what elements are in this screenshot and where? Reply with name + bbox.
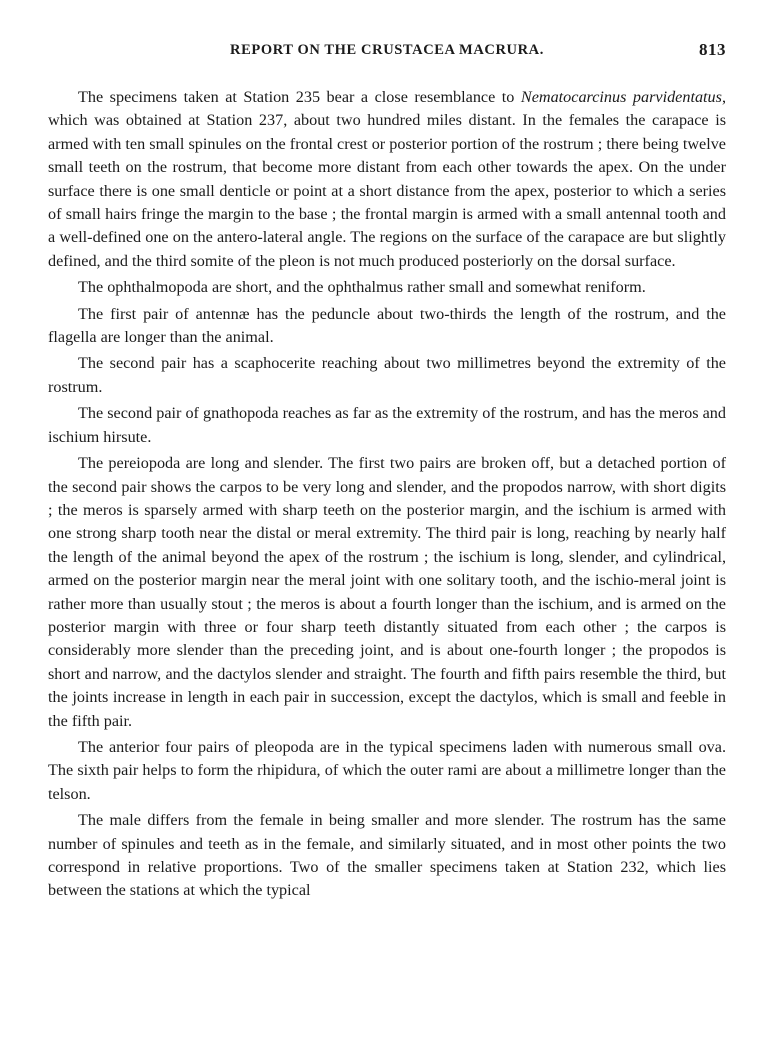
running-header	[48, 38, 726, 66]
paragraph-ophthalmopoda: The ophthalmopoda are short, and the ophthalmus rather small and somewhat reniform.	[78, 278, 646, 297]
paragraph-second-antennae: The second pair has a scaphocerite reaching about two millimetres beyond the extremity of the rostrum.	[48, 354, 726, 396]
paragraph-pleopoda: The anterior four pairs of pleopoda are in the typical specimens laden with numerous small ova. The sixth pair helps to form the rhipidura, of which the outer rami are about a millimetre longer than the telson.	[48, 737, 726, 803]
paragraph-male: The male differs from the female in being smaller and more slender. The rostrum has the same number of spinules and teeth as in the female, and similarly situated, and in most other points the two correspond in relative proportions. Two of the smaller specimens taken at Station 232, which lies between the stations at which the typical	[48, 811, 726, 900]
species-name: Nematocarcinus parvidentatus	[520, 88, 722, 106]
page-number: 813	[699, 40, 726, 59]
body-text	[48, 86, 726, 903]
paragraph-station-235	[48, 86, 726, 273]
paragraph-text: The specimens taken at Station 235 bear a close resemblance to	[78, 88, 521, 106]
running-title: REPORT ON THE CRUSTACEA MACRURA.	[230, 42, 544, 58]
paragraph-gnathopoda: The second pair of gnathopoda reaches as far as the extremity of the rostrum, and has the meros and ischium hirsute.	[48, 404, 726, 446]
paragraph-first-antennae: The first pair of antennæ has the peduncle about two-thirds the length of the rostrum, and the flagella are longer than the animal.	[48, 304, 726, 347]
paragraph-pereiopoda: The pereiopoda are long and slender. The first two pairs are broken off, but a detached portion of the second pair shows the carpos to be very long and slender, and the propodos narrow, with short digits ; the meros is sparsely armed with sharp teeth on the posterior margin, and the ischium is armed with one strong sharp tooth near the distal or meral extremity. The third pair is long, reaching by nearly half the length of the animal beyond the apex of the rostrum ; the ischium is long, slender, and cylindrical, armed on the posterior margin near the meral joint with one solitary tooth, and the ischio-meral joint is rather more than usually stout ; the meros is about a fourth longer than the ischium, and is armed on the posterior margin with three or four sharp teeth distantly situated from each other ; the carpos is considerably more slender than the preceding joint, and is about one-fourth longer ; the propodos is short and narrow, and the dactylos slender and straight. The fourth and fifth pairs resemble the third, but the joints increase in length in each pair in succession, except the dactylos, which is small and feeble in the fifth pair.	[48, 454, 726, 730]
page	[48, 38, 726, 906]
paragraph-text: , which was obtained at Station 237, about two hundred miles distant. In the females the carapace is armed with ten small spinules on the frontal crest or posterior portion of the rostrum ; there being twelve small teeth on the rostrum, that become more distant from each other towards the apex. On the under surface there is one small denticle or point at a short distance from the apex, posterior to which a series of small hairs fringe the margin to the base ; the frontal margin is armed with a small antennal tooth and a well-defined one on the antero-lateral angle. The regions on the surface of the carapace are but slightly defined, and the third somite of the pleon is not much produced posteriorly on the dorsal surface.	[48, 88, 726, 270]
